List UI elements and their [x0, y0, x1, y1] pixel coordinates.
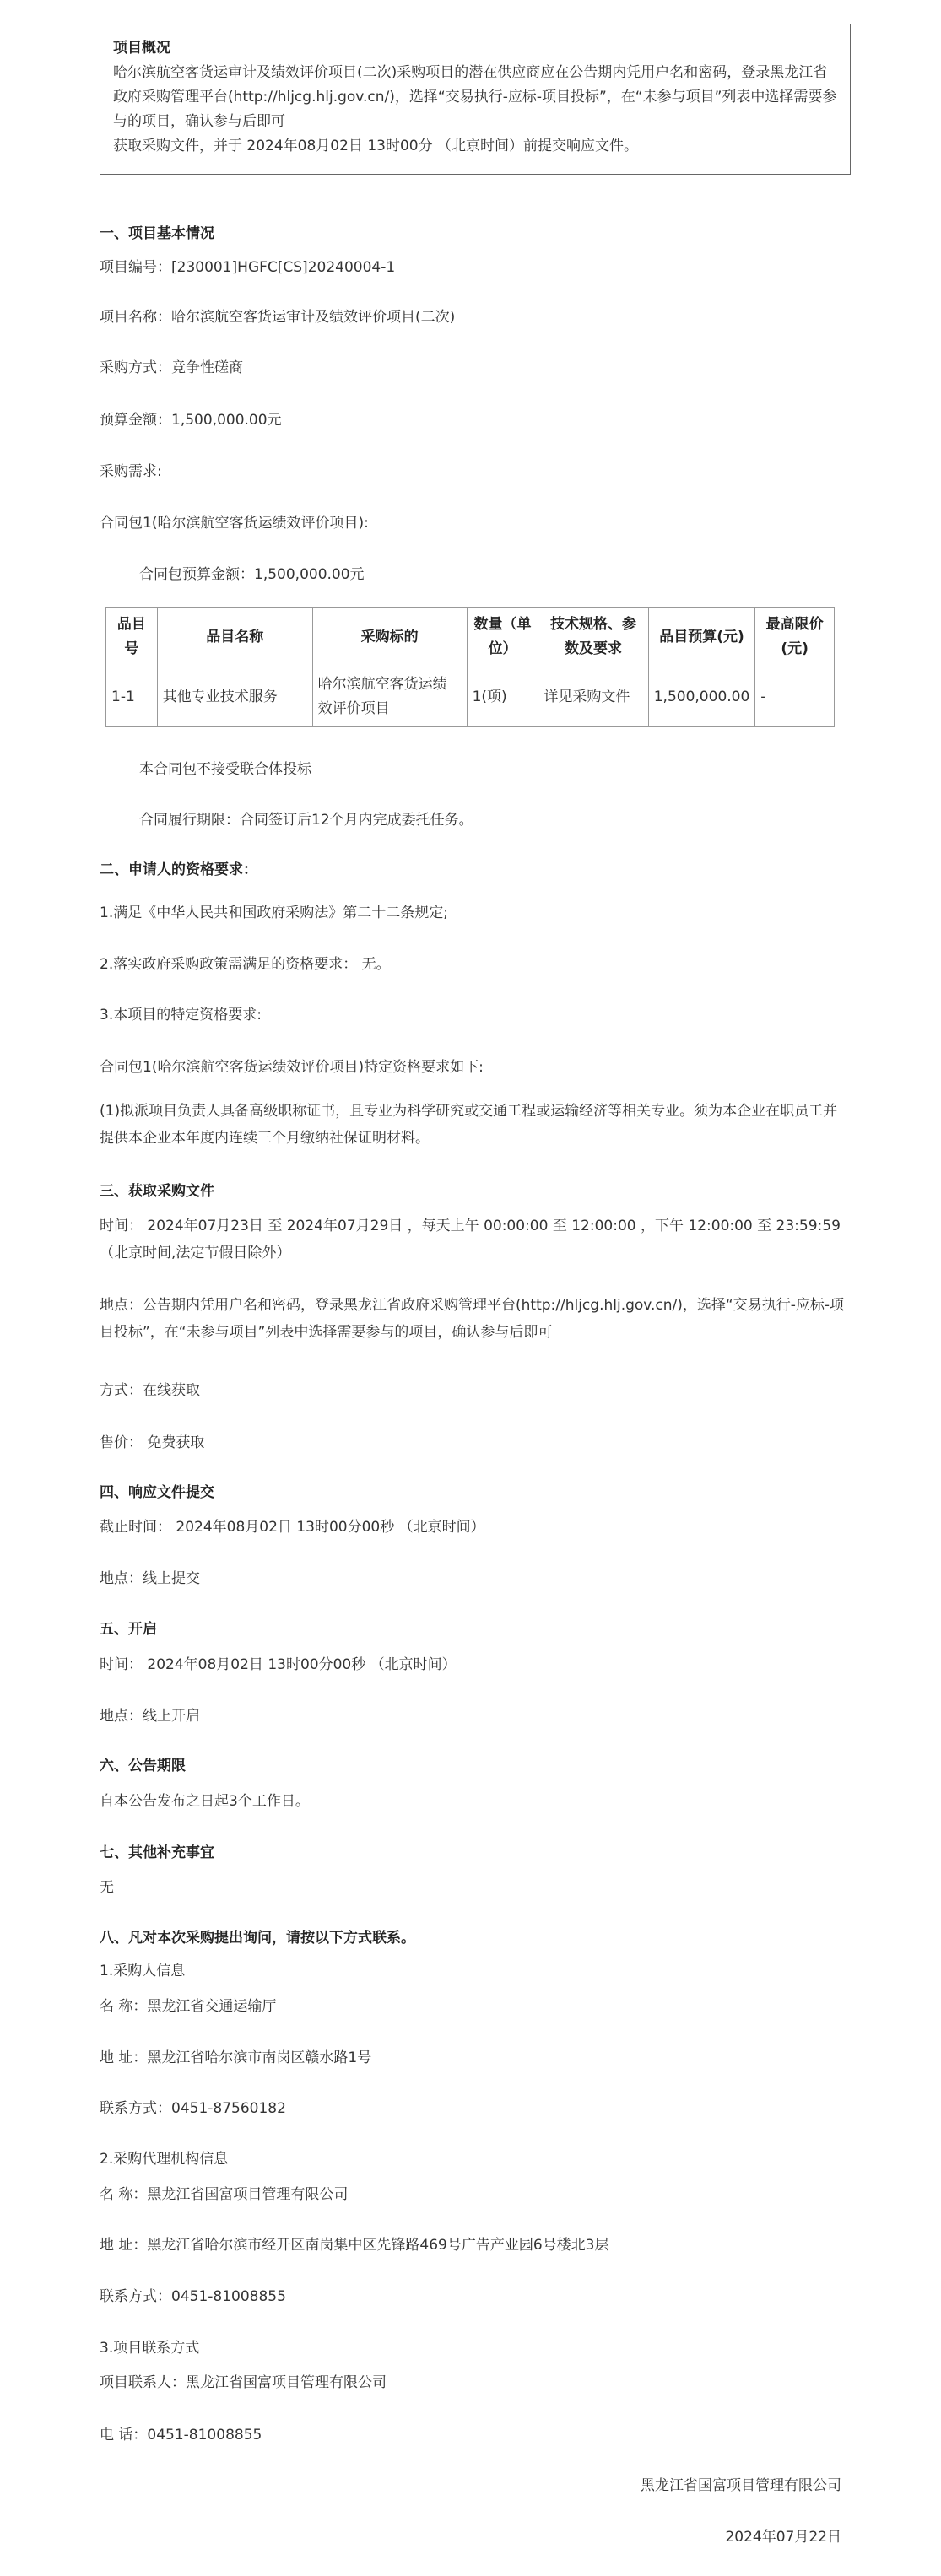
summary-body: 哈尔滨航空客货运审计及绩效评价项目(二次)采购项目的潜在供应商应在公告期内凭用户名和密码，登录黑龙江省政府采购管理平台(http://hljcg.hlj.gov.cn/)，选择“交易执行-应标-项目投标”，在“未参与项目”列表中选择需要参与的项目，确认参与后即可 [113, 64, 837, 130]
agent-name: 名 称：黑龙江省国富项目管理有限公司 [100, 2186, 349, 2203]
agent-heading: 2.采购代理机构信息 [100, 2151, 229, 2168]
table-header: 技术规格、参数及要求 [538, 608, 648, 667]
document-body [100, 24, 851, 175]
opening-place: 地点：线上开启 [100, 1708, 200, 1725]
period-text: 自本公告发布之日起3个工作日。 [100, 1793, 310, 1810]
buyer-address: 地 址：黑龙江省哈尔滨市南岗区赣水路1号 [100, 2049, 372, 2066]
summary-title: 项目概况 [113, 40, 170, 57]
procurement-demand: 采购需求: [100, 463, 162, 480]
table-header: 数量（单位） [467, 608, 538, 667]
table-header-row [106, 608, 835, 667]
submission-place: 地点：线上提交 [100, 1570, 200, 1587]
section-other-title: 七、其他补充事宜 [100, 1844, 214, 1861]
section-title: 一、项目基本情况 [100, 225, 214, 242]
table-cell: 哈尔滨航空客货运绩效评价项目 [312, 667, 467, 727]
table-cell: 1-1 [106, 667, 158, 727]
agent-phone: 联系方式：0451-81008855 [100, 2288, 286, 2305]
obtain-place: 地点：公告期内凭用户名和密码，登录黑龙江省政府采购管理平台(http://hljcg.hlj.gov.cn/)，选择“交易执行-应标-项目投标”，在“未参与项目”列表中选择需要参与的项目，确认参与后即可 [100, 1297, 844, 1341]
contract-period: 合同履行期限：合同签订后12个月内完成委托任务。 [139, 812, 473, 829]
section-obtain-docs-title: 三、获取采购文件 [100, 1183, 214, 1200]
table-header: 品目预算(元) [648, 608, 755, 667]
submission-deadline: 截止时间： 2024年08月02日 13时00分00秒 （北京时间） [100, 1519, 485, 1536]
obtain-price: 售价： 免费获取 [100, 1434, 205, 1451]
qualification-3a: 合同包1(哈尔滨航空客货运绩效评价项目)特定资格要求如下: [100, 1059, 484, 1076]
table-cell: 详见采购文件 [538, 667, 648, 727]
qualification-3: 3.本项目的特定资格要求: [100, 1007, 262, 1023]
section-opening-title: 五、开启 [100, 1621, 157, 1638]
qualification-2: 2.落实政府采购政策需满足的资格要求： 无。 [100, 956, 391, 973]
items-table [105, 607, 835, 727]
items-table-wrap [100, 607, 851, 727]
table-header: 采购标的 [312, 608, 467, 667]
opening-time: 时间： 2024年08月02日 13时00分00秒 （北京时间） [100, 1656, 457, 1673]
section-basic-info [100, 221, 851, 242]
buyer-name: 名 称：黑龙江省交通运输厅 [100, 1998, 277, 2015]
contract-package: 合同包1(哈尔滨航空客货运绩效评价项目): [100, 515, 369, 532]
table-header: 品目名称 [157, 608, 312, 667]
section-period-title: 六、公告期限 [100, 1758, 186, 1774]
contact-heading: 3.项目联系方式 [100, 2340, 200, 2357]
table-header: 品目号 [106, 608, 158, 667]
qualification-1: 1.满足《中华人民共和国政府采购法》第二十二条规定; [100, 905, 448, 921]
procurement-method: 采购方式：竞争性磋商 [100, 359, 243, 376]
footer-organization: 黑龙江省国富项目管理有限公司 [641, 2477, 841, 2494]
agent-address: 地 址：黑龙江省哈尔滨市经开区南岗集中区先锋路469号广告产业园6号楼北3层 [100, 2237, 609, 2254]
table-header: 最高限价(元) [755, 608, 835, 667]
buyer-heading: 1.采购人信息 [100, 1963, 186, 1979]
budget-amount: 预算金额：1,500,000.00元 [100, 412, 282, 429]
project-name: 项目名称：哈尔滨航空客货运审计及绩效评价项目(二次) [100, 309, 456, 326]
table-cell: 1(项) [467, 667, 538, 727]
table-cell: 1,500,000.00 [648, 667, 755, 727]
project-summary-box [100, 24, 851, 175]
qualification-3b: (1)拟派项目负责人具备高级职称证书，且专业为科学研究或交通工程或运输经济等相关专业。须为本企业在职员工并提供本企业本年度内连续三个月缴纳社保证明材料。 [100, 1103, 838, 1147]
section-submission-title: 四、响应文件提交 [100, 1484, 214, 1501]
obtain-way: 方式：在线获取 [100, 1382, 200, 1399]
section-qualification-title: 二、申请人的资格要求： [100, 861, 257, 878]
table-row [106, 667, 835, 727]
no-consortium-note: 本合同包不接受联合体投标 [139, 761, 311, 778]
footer-date: 2024年07月22日 [725, 2529, 841, 2546]
table-cell: - [755, 667, 835, 727]
project-number: 项目编号：[230001]HGFC[CS]20240004-1 [100, 259, 396, 276]
contact-person: 项目联系人：黑龙江省国富项目管理有限公司 [100, 2374, 387, 2391]
package-budget: 合同包预算金额：1,500,000.00元 [139, 566, 365, 583]
other-text: 无 [100, 1879, 114, 1896]
summary-deadline: 获取采购文件，并于 2024年08月02日 13时00分 （北京时间）前提交响应文件。 [113, 138, 639, 154]
section-contact-title: 八、凡对本次采购提出询问，请按以下方式联系。 [100, 1930, 415, 1947]
table-cell: 其他专业技术服务 [157, 667, 312, 727]
obtain-time: 时间： 2024年07月23日 至 2024年07月29日 ，每天上午 00:00:00 至 12:00:00 ，下午 12:00:00 至 23:59:59 （北京时间,法定节假日除外） [100, 1218, 841, 1261]
buyer-phone: 联系方式：0451-87560182 [100, 2100, 286, 2117]
contact-phone: 电 话：0451-81008855 [100, 2427, 262, 2444]
